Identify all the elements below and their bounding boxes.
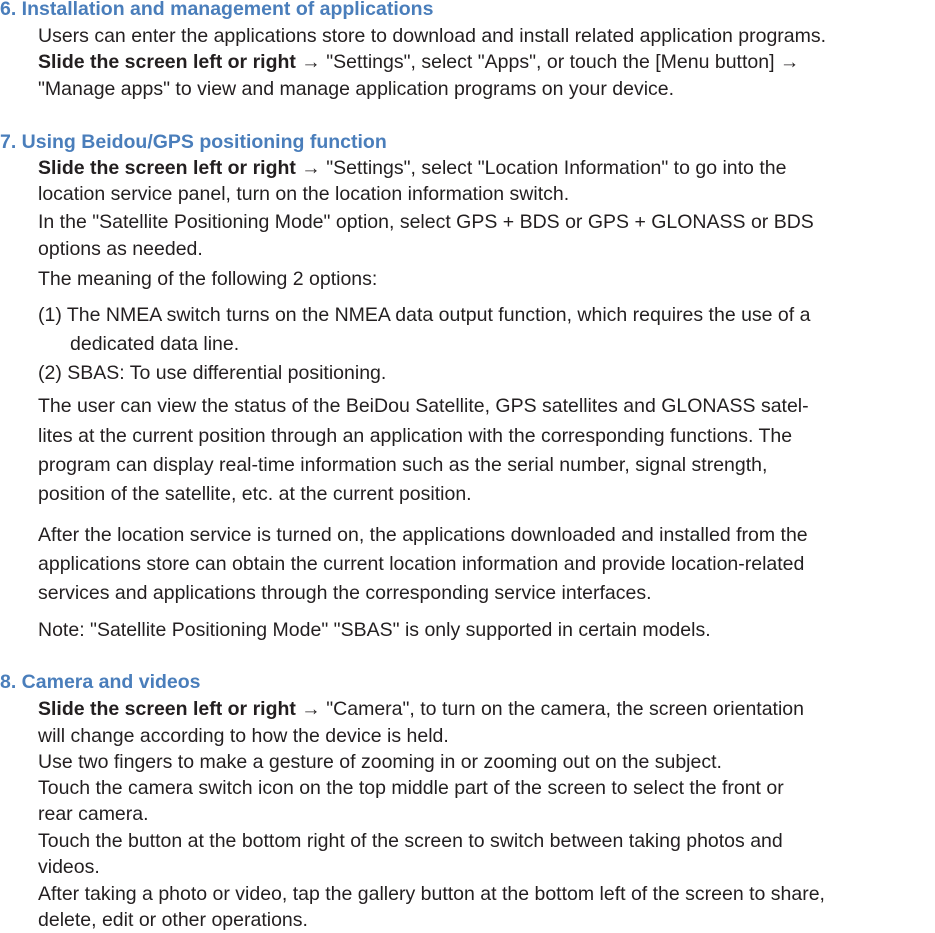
section-7-list-item: (2) SBAS: To use differential positioning. [38,362,387,384]
section-7-line: position of the satellite, etc. at the current position. [38,483,472,505]
section-7-line: services and applications through the corresponding service interfaces. [38,582,652,604]
section-8-line: Touch the button at the bottom right of the screen to switch between taking photos and [38,830,783,852]
section-7-line: location service panel, turn on the location information switch. [38,183,570,205]
section-7-line: The meaning of the following 2 options: [38,268,378,290]
section-8-line: Touch the camera switch icon on the top middle part of the screen to select the front or [38,777,784,799]
section-7-line: program can display real-time information such as the serial number, signal strength, [38,454,768,476]
section-8-line: rear camera. [38,803,149,825]
section-6-line: "Manage apps" to view and manage application programs on your device. [38,78,675,100]
section-7-line: applications store can obtain the current location information and provide location-related [38,553,805,575]
section-6-instruction-rest: → "Settings", select "Apps", or touch the [Menu button] → [295,51,800,73]
section-7-bold-instruction: Slide the screen left or right [38,157,296,179]
section-7-list-item: (1) The NMEA switch turns on the NMEA data output function, which requires the use of a [38,304,811,326]
section-7-line: lites at the current position through an application with the corresponding functions. The [38,425,793,447]
section-7-heading: 7. Using Beidou/GPS positioning function [0,131,387,153]
section-8-line: delete, edit or other operations. [38,909,308,931]
section-6-heading: 6. Installation and management of applications [0,0,434,20]
section-7-list-item-continued: dedicated data line. [70,333,240,355]
section-8-instruction-rest: → "Camera", to turn on the camera, the screen orientation [295,698,804,720]
section-7-line: The user can view the status of the BeiDou Satellite, GPS satellites and GLONASS satel- [38,395,809,417]
section-7-line: In the "Satellite Positioning Mode" option, select GPS + BDS or GPS + GLONASS or BDS [38,211,814,233]
section-6-instruction [38,53,799,73]
section-6-line: Users can enter the applications store to download and install related application programs. [38,25,827,47]
section-7-instruction [38,159,786,179]
section-7-line: After the location service is turned on, the applications downloaded and installed from the [38,524,808,546]
section-7-note: Note: "Satellite Positioning Mode" "SBAS" is only supported in certain models. [38,619,711,641]
section-8-line: videos. [38,856,100,878]
section-8-instruction [38,700,804,720]
section-7-instruction-rest: → "Settings", select "Location Information" to go into the [295,157,787,179]
section-8-line: Use two fingers to make a gesture of zooming in or zooming out on the subject. [38,751,722,773]
section-8-line: After taking a photo or video, tap the gallery button at the bottom left of the screen to share, [38,883,825,905]
section-8-heading: 8. Camera and videos [0,671,201,693]
section-8-bold-instruction: Slide the screen left or right [38,698,296,720]
section-8-line: will change according to how the device is held. [38,725,449,747]
section-6-bold-instruction: Slide the screen left or right [38,51,296,73]
section-7-line: options as needed. [38,238,203,260]
